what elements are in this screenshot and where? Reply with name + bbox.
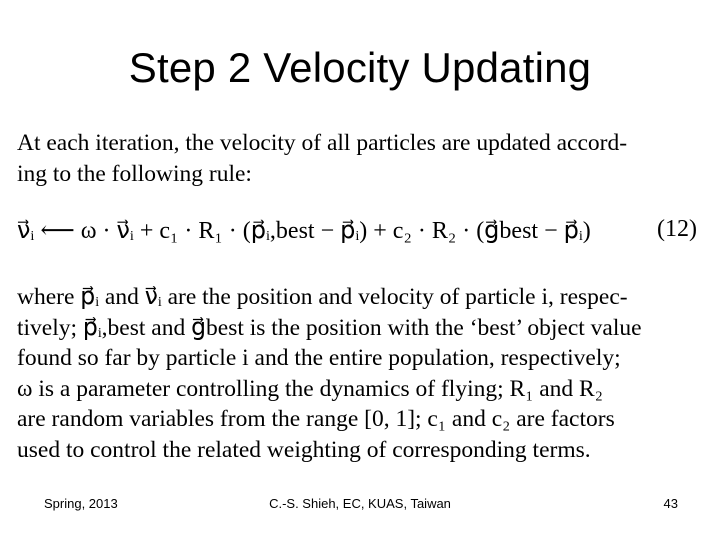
where-line-5: are random variables from the range [0, 1]; c₁ and c₂ are factors — [17, 406, 615, 432]
where-line-1: where p⃗ᵢ and ν⃗ᵢ are the position and velocity of particle i, respec- — [17, 284, 628, 310]
footer-author: C.-S. Shieh, EC, KUAS, Taiwan — [269, 496, 451, 511]
slide-title: Step 2 Velocity Updating — [128, 44, 592, 91]
footer-page-number: 43 — [663, 496, 678, 511]
velocity-equation — [17, 216, 697, 250]
footer-date: Spring, 2013 — [44, 496, 118, 511]
where-line-6: used to control the related weighting of corresponding terms. — [17, 436, 591, 463]
intro-line-2: ing to the following rule: — [17, 160, 252, 187]
where-paragraph — [17, 282, 697, 465]
where-line-2: tively; p⃗ᵢ,best and g⃗best is the position with the ‘best’ object value — [17, 314, 642, 341]
intro-line-1: At each iteration, the velocity of all particles are updated accord- — [17, 130, 628, 156]
where-line-4: ω is a parameter controlling the dynamics of flying; R₁ and R₂ — [17, 375, 603, 402]
equation-formula: ν⃗ᵢ ⟵ ω · ν⃗ᵢ + c₁ · R₁ · (p⃗ᵢ,best − p⃗ᵢ) + c₂ · R₂ · (g⃗best − p⃗ᵢ) — [17, 218, 591, 244]
equation-number: (12) — [657, 216, 697, 242]
intro-paragraph — [17, 128, 697, 189]
where-line-3: found so far by particle i and the entire population, respectively; — [17, 345, 621, 371]
